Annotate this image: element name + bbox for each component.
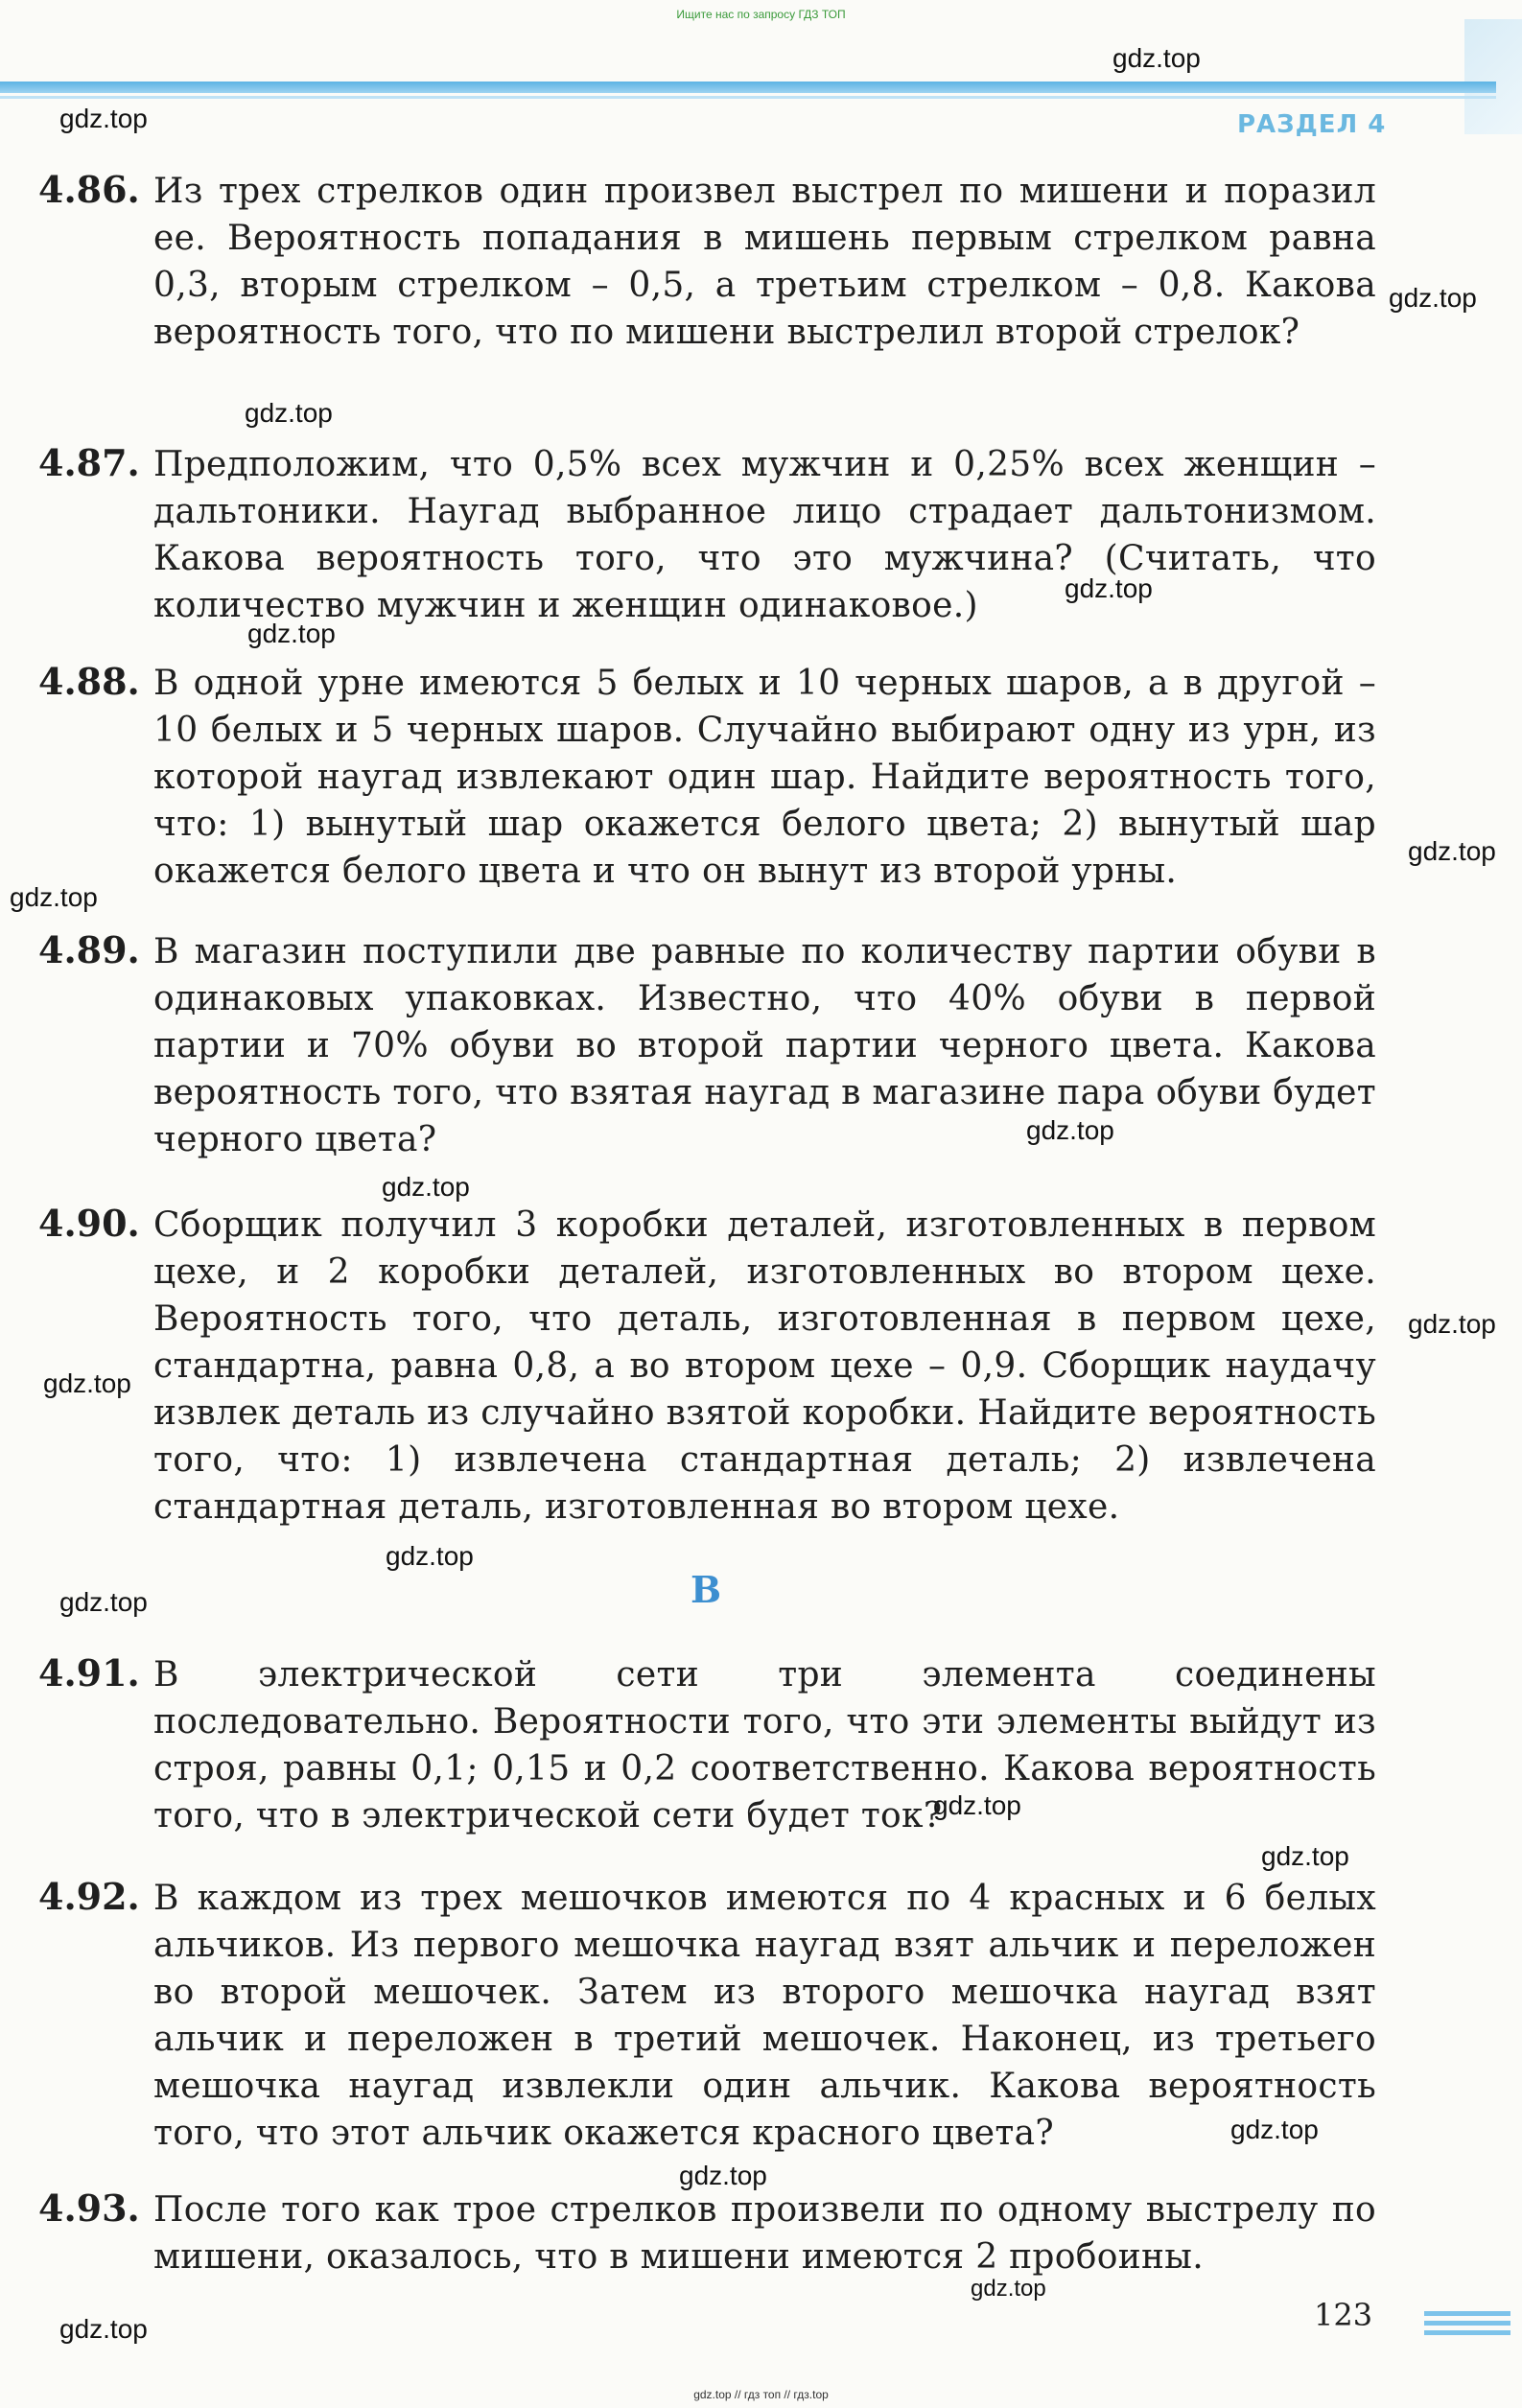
watermark: gdz.top <box>679 2161 767 2190</box>
problem-number: 4.90. <box>38 1202 140 1245</box>
watermark: gdz.top <box>1026 1115 1114 1145</box>
problem-4-88 <box>38 660 1376 895</box>
header-line <box>0 82 1496 93</box>
problem-number: 4.92. <box>38 1875 140 1918</box>
footer-decoration <box>1424 2311 1510 2340</box>
problem-4-87 <box>38 441 1376 629</box>
watermark: gdz.top <box>386 1541 474 1571</box>
watermark: gdz.top <box>1230 2115 1319 2144</box>
problem-number: 4.89. <box>38 928 140 971</box>
watermark: gdz.top <box>1261 1841 1349 1871</box>
watermark: gdz.top <box>10 882 98 912</box>
watermark: gdz.top <box>1112 43 1201 73</box>
watermark: gdz.top <box>1389 283 1477 313</box>
problem-4-89 <box>38 928 1376 1163</box>
watermark: gdz.top <box>1065 573 1153 603</box>
bottom-note: gdz.top // гдз топ // гдз.top <box>693 2388 829 2401</box>
problem-text: В одной урне имеются 5 белых и 10 черных шаров, а в другой – 10 белых и 5 черных шаров. Случайно выбирают одну из урн, из которой наугад извлекают один шар. Найдите вероятность того, что: 1) вынутый шар окажется белого цвета; 2) вынутый шар окажется белого цвета и что он вынут из второй урны. <box>153 664 1376 891</box>
problem-text: Из трех стрелков один произвел выстрел по мишени и поразил ее. Вероятность попадания в мишень первым стрелком равна 0,3, вторым стрелком – 0,5, а третьим стрелком – 0,8. Какова вероятность того, что по мишени выстрелил второй стрелок? <box>153 172 1376 352</box>
watermark: gdz.top <box>59 1587 148 1617</box>
problem-4-90 <box>38 1202 1376 1531</box>
section-letter: B <box>691 1568 722 1611</box>
corner-decoration <box>1464 19 1522 134</box>
watermark: gdz.top <box>43 1368 131 1398</box>
problem-number: 4.86. <box>38 168 140 211</box>
page-number: 123 <box>1314 2297 1373 2333</box>
watermark: gdz.top <box>382 1172 470 1202</box>
problem-text: В каждом из трех мешочков имеются по 4 красных и 6 белых альчиков. Из первого мешочка наугад взят альчик и переложен во второй мешочек. Затем из второго мешочка наугад взят альчик и переложен в третий мешочек. Наконец, из третьего мешочка наугад извлекли один альчик. Какова вероятность того, что этот альчик окажется красного цвета? <box>153 1879 1376 2153</box>
header-line-thin <box>0 96 1496 99</box>
problem-4-92 <box>38 1875 1376 2157</box>
watermark: gdz.top <box>1408 836 1496 866</box>
watermark: gdz.top <box>933 1790 1021 1820</box>
problem-number: 4.87. <box>38 441 140 484</box>
problem-text: Предположим, что 0,5% всех мужчин и 0,25% всех женщин – дальтоники. Наугад выбранное лицо страдает дальтонизмом. Какова вероятность того, что это мужчина? (Считать, что количество мужчин и женщин одинаковое.) <box>153 445 1376 625</box>
problem-text: В электрической сети три элемента соединены последовательно. Вероятности того, что эти элементы выйдут из строя, равны 0,1; 0,15 и 0,2 соответственно. Какова вероятность того, что в электрической сети будет ток? <box>153 1655 1376 1835</box>
problem-number: 4.88. <box>38 660 140 703</box>
watermark: gdz.top <box>245 398 333 428</box>
section-label: РАЗДЕЛ 4 <box>1237 110 1387 139</box>
watermark: gdz.top <box>1408 1309 1496 1339</box>
problem-number: 4.93. <box>38 2186 140 2230</box>
problem-4-86 <box>38 168 1376 356</box>
top-note: Ищите нас по запросу ГДЗ ТОП <box>676 8 846 21</box>
problem-text: Сборщик получил 3 коробки деталей, изготовленных в первом цехе, и 2 коробки деталей, изготовленных во втором цехе. Вероятность того, что деталь, изготовленная в первом цехе, стандартна, равна 0,8, а во втором цехе – 0,9. Сборщик наудачу извлек деталь из случайно взятой коробки. Найдите вероятность того, что: 1) извлечена стандартная деталь; 2) извлечена стандартная деталь, изготовленная во втором цехе. <box>153 1205 1376 1527</box>
watermark: gdz.top <box>971 2276 1046 2302</box>
watermark: gdz.top <box>247 619 336 648</box>
problem-4-91 <box>38 1651 1376 1839</box>
watermark: gdz.top <box>59 2314 148 2344</box>
watermark: gdz.top <box>59 104 148 133</box>
problem-number: 4.91. <box>38 1651 140 1695</box>
problem-text: В магазин поступили две равные по количеству партии обуви в одинаковых упаковках. Известно, что 40% обуви в первой партии и 70% обуви во второй партии черного цвета. Какова вероятность того, что взятая наугад в магазине пара обуви будет черного цвета? <box>153 932 1376 1159</box>
problem-4-93 <box>38 2186 1376 2280</box>
problem-text: После того как трое стрелков произвели по одному выстрелу по мишени, оказалось, что в мишени имеются 2 пробоины. <box>153 2190 1376 2277</box>
